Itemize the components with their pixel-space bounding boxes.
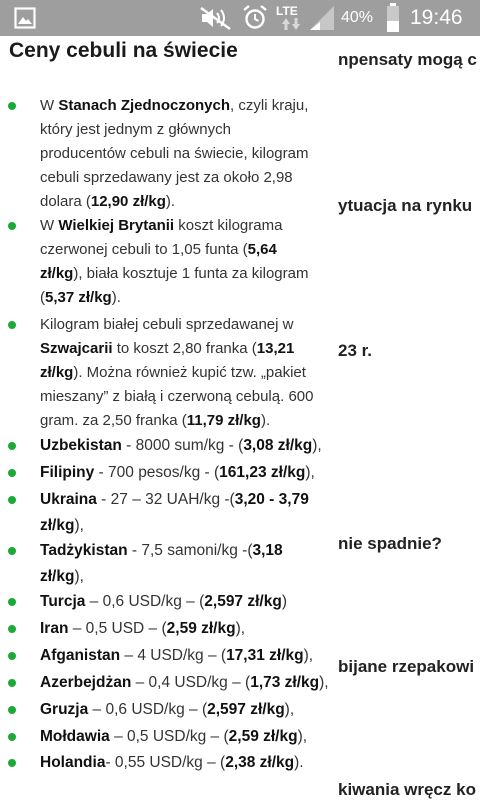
bullet-icon [8, 733, 16, 741]
background-article-line[interactable]: kiwania wręcz ko [338, 780, 476, 799]
battery-icon [383, 0, 403, 36]
text-run: - 0,55 USD/kg – ( [105, 754, 226, 771]
data-arrows-icon [280, 16, 308, 32]
image-icon [14, 7, 36, 29]
bold-text: 3,18 [252, 542, 283, 559]
text-run: – 0,6 USD/kg – ( [88, 701, 208, 718]
text-line [40, 513, 332, 539]
text-line [40, 214, 332, 238]
text-line [40, 616, 332, 642]
text-run: – 0,5 USD/kg – ( [109, 728, 229, 745]
bold-text: 3,08 zł/kg [243, 437, 313, 454]
list-item-text [40, 487, 332, 539]
bullet-icon [8, 598, 16, 606]
battery-percent: 40% [341, 9, 374, 26]
list-item-text [40, 460, 332, 486]
bold-text: Turcja [40, 593, 86, 610]
text-run: – 0,5 USD – ( [68, 620, 167, 637]
text-run: mieszany” z białą i czerwoną cebulą. 600 [40, 388, 314, 405]
background-article-line[interactable]: nie spadnie? [338, 534, 442, 553]
signal-icon [308, 0, 336, 36]
bullet-icon [8, 321, 16, 329]
text-run: ), [284, 701, 295, 718]
text-run: Kilogram białej cebuli sprzedawanej w [40, 316, 294, 333]
background-article-line[interactable]: bijane rzepakowi [338, 657, 475, 676]
bold-text: Afganistan [40, 647, 121, 664]
text-run: czerwonej cebuli to 1,05 funta ( [40, 241, 248, 258]
text-run: - 27 – 32 UAH/kg -( [96, 491, 235, 508]
text-run: W [40, 97, 59, 114]
list-item-text [40, 724, 332, 750]
text-line [40, 166, 332, 190]
text-run: – 0,6 USD/kg – ( [85, 593, 205, 610]
text-line [40, 724, 332, 750]
text-line [40, 487, 332, 513]
text-run: ), [297, 728, 308, 745]
text-run: ), [319, 674, 329, 691]
text-line [40, 643, 332, 669]
bold-text: Azerbejdżan [40, 674, 132, 691]
bold-text: Ukraina [40, 491, 97, 508]
text-run: ), [74, 568, 84, 585]
list-item-text [40, 616, 332, 642]
text-line [40, 433, 332, 459]
bold-text: 11,79 zł/kg [186, 412, 261, 429]
background-article-line[interactable]: 23 r. [338, 341, 373, 360]
mute-icon [196, 0, 236, 36]
panel-title: Ceny cebuli na świecie [9, 39, 238, 62]
bold-text: Wielkiej Brytanii [58, 217, 175, 234]
onion-prices-panel [0, 36, 338, 800]
text-line [40, 589, 332, 615]
text-line [40, 361, 332, 385]
list-item-text [40, 433, 332, 459]
text-run: ). Można również kupić tzw. „pakiet [73, 364, 306, 381]
bold-text: 2,59 zł/kg [228, 728, 298, 745]
bold-text: 12,90 zł/kg [90, 193, 166, 210]
bullet-icon [8, 679, 16, 687]
list-item-text [40, 538, 332, 590]
bullet-icon [8, 496, 16, 504]
text-run: koszt kilograma [174, 217, 283, 234]
text-line [40, 670, 332, 696]
bold-text: 2,597 zł/kg [207, 701, 285, 718]
bullet-icon [8, 706, 16, 714]
text-line [40, 750, 332, 776]
text-run: ). [260, 412, 271, 429]
text-run: cebuli sprzedawany jest za około 2,98 [40, 169, 293, 186]
status-bar [0, 0, 480, 36]
list-item-text [40, 697, 332, 723]
text-run: , czyli kraju, [230, 97, 309, 114]
bold-text: zł/kg [40, 568, 75, 585]
bold-text: 5,37 zł/kg [45, 289, 112, 306]
bold-text: zł/kg [40, 364, 74, 381]
list-item-text [40, 643, 332, 669]
bold-text: Mołdawia [40, 728, 110, 745]
bold-text: Stanach Zjednoczonych [58, 97, 231, 114]
bold-text: 1,73 zł/kg [250, 674, 320, 691]
bold-text: Filipiny [40, 464, 95, 481]
text-run: - 7,5 samoni/kg -( [127, 542, 253, 559]
list-item-text [40, 313, 332, 433]
list-item-text [40, 94, 332, 214]
list-item-text [40, 750, 332, 776]
bullet-icon [8, 547, 16, 555]
list-item-text [40, 214, 332, 310]
text-line [40, 94, 332, 118]
text-line [40, 286, 332, 310]
list-item-text [40, 589, 332, 615]
bold-text: Gruzja [40, 701, 89, 718]
text-run: – 0,4 USD/kg – ( [131, 674, 251, 691]
text-run: ), [235, 620, 246, 637]
network-type: LTE [276, 4, 298, 18]
text-run: dolara ( [40, 193, 91, 210]
text-line [40, 538, 332, 564]
bold-text: zł/kg [40, 265, 74, 282]
text-run: - 8000 sum/kg - ( [121, 437, 244, 454]
text-run: ), [305, 464, 315, 481]
text-run: to koszt 2,80 franka ( [112, 340, 257, 357]
text-run: - 700 pesos/kg - ( [94, 464, 220, 481]
text-line [40, 313, 332, 337]
text-run: ). [111, 289, 121, 306]
text-line [40, 409, 332, 433]
text-run: ), [74, 517, 84, 534]
text-line [40, 190, 332, 214]
text-run: gram. za 2,50 franka ( [40, 412, 187, 429]
text-run: który jest jednym z głównych [40, 121, 231, 138]
bold-text: 2,597 zł/kg [204, 593, 282, 610]
text-run: producentów cebuli na świecie, kilogram [40, 145, 309, 162]
bold-text: Holandia [40, 754, 106, 771]
bullet-icon [8, 442, 16, 450]
bold-text: 3,20 - 3,79 [234, 491, 309, 508]
text-run: ). [294, 754, 304, 771]
text-line [40, 118, 332, 142]
bold-text: 2,59 zł/kg [166, 620, 236, 637]
text-line [40, 238, 332, 262]
bold-text: 5,64 [247, 241, 277, 258]
bullet-icon [8, 469, 16, 477]
text-run: W [40, 217, 59, 234]
background-article-line[interactable]: npensaty mogą c [338, 50, 477, 69]
bold-text: Szwajcarii [40, 340, 113, 357]
bullet-icon [8, 222, 16, 230]
bullet-icon [8, 102, 16, 110]
alarm-icon [240, 0, 270, 36]
bold-text: 13,21 [256, 340, 295, 357]
text-run: ), biała kosztuje 1 funta za kilogram [73, 265, 309, 282]
text-run: ), [312, 437, 322, 454]
text-run: ). [165, 193, 176, 210]
background-article-line[interactable]: ytuacja na rynku [338, 196, 473, 215]
text-line [40, 142, 332, 166]
clock: 19:46 [410, 6, 463, 29]
bullet-icon [8, 625, 16, 633]
bullet-icon [8, 652, 16, 660]
bold-text: Tadżykistan [40, 542, 128, 559]
bold-text: 2,38 zł/kg [225, 754, 295, 771]
bold-text: 161,23 zł/kg [219, 464, 306, 481]
text-line [40, 385, 332, 409]
text-line [40, 337, 332, 361]
bold-text: zł/kg [40, 517, 75, 534]
text-line [40, 262, 332, 286]
bold-text: Iran [40, 620, 69, 637]
bullet-icon [8, 759, 16, 767]
text-line [40, 460, 332, 486]
text-run: ( [40, 289, 45, 306]
text-line [40, 697, 332, 723]
bold-text: Uzbekistan [40, 437, 122, 454]
bold-text: 17,31 zł/kg [226, 647, 304, 664]
list-item-text [40, 670, 332, 696]
text-line [40, 564, 332, 590]
text-run: ), [303, 647, 314, 664]
text-run: – 4 USD/kg – ( [120, 647, 227, 664]
text-run: ) [281, 593, 287, 610]
